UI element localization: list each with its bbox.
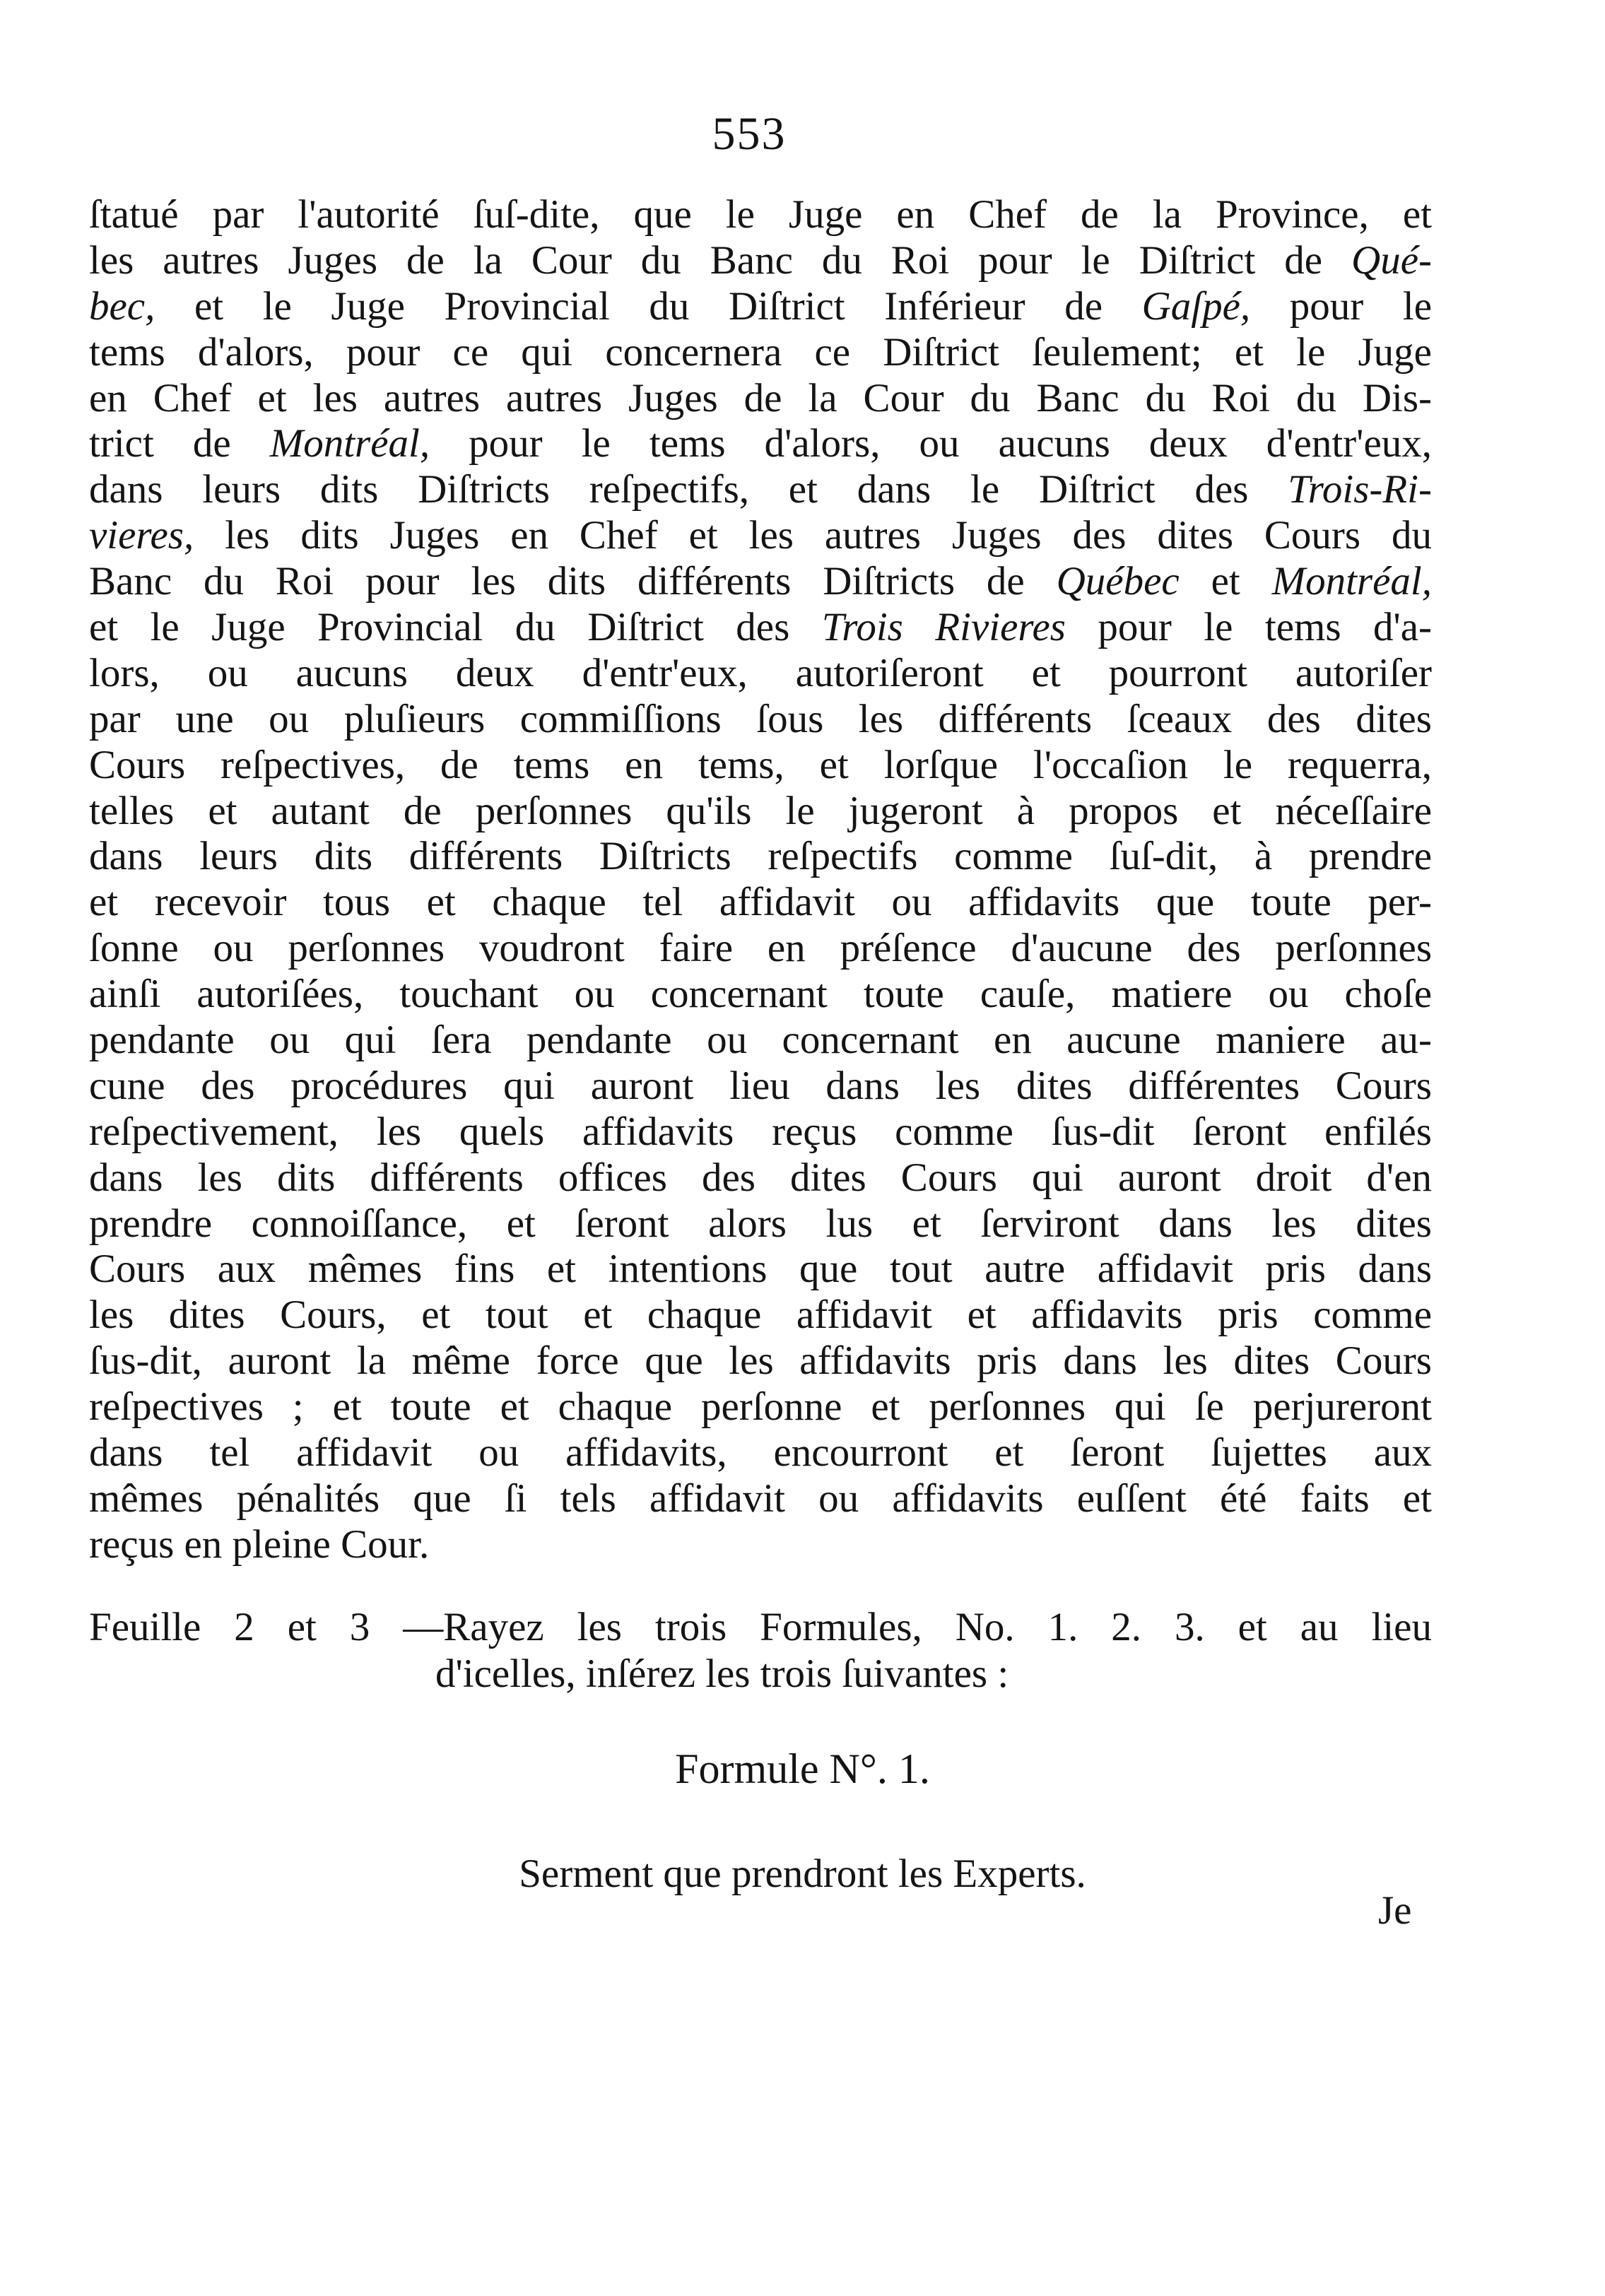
text-line: [89, 651, 1432, 697]
amendment-note-line-2: d'icelles, inſérez les trois ſuivantes :: [435, 1652, 1009, 1696]
text-run: en Chef et les autres autres Juges de la Cour du Banc du Roi du Dis-: [89, 375, 1432, 420]
text-line: [89, 743, 1432, 789]
catchword: Je: [1378, 1888, 1412, 1933]
text-line: [89, 1384, 1432, 1430]
text-run: et le Juge Provincial du Diſtrict des: [89, 605, 822, 650]
text-line: [89, 926, 1432, 972]
text-run: mêmes pénalités que ſi tels affidavit ou affidavits euſſent été faits et: [89, 1476, 1432, 1521]
text-run: et: [1179, 559, 1272, 604]
text-run: dans leurs dits Diſtricts reſpectifs, et dans le Diſtrict des: [89, 467, 1288, 512]
text-run: les dits Juges en Chef et les autres Juges des dites Cours du: [194, 513, 1432, 558]
form-title: Formule N°. 1.: [675, 1745, 930, 1792]
text-run: et le Juge Provincial du Diſtrict Inférieur de: [155, 283, 1142, 329]
text-run: par une ou pluſieurs commiſſions ſous les différents ſceaux des dites: [89, 696, 1432, 741]
text-line: [89, 1522, 1432, 1568]
body-paragraph: [89, 192, 1432, 1568]
text-line: [89, 789, 1432, 835]
text-line: [89, 972, 1432, 1018]
text-line: [89, 605, 1432, 651]
text-run: reçus en pleine Cour.: [89, 1521, 430, 1567]
text-line: [89, 1293, 1432, 1338]
text-line: [89, 880, 1432, 926]
text-run: ſtatué par l'autorité ſuſ-dite, que le Juge en Chef de la Province, et: [89, 192, 1432, 237]
text-run: Cours aux mêmes fins et intentions que tout autre affidavit pris dans: [89, 1247, 1432, 1292]
italic-text: bec,: [89, 283, 155, 329]
text-line: [89, 330, 1432, 376]
italic-text: Montréal,: [269, 421, 430, 466]
text-line: [89, 1155, 1432, 1201]
text-line: [89, 834, 1432, 880]
text-line: [89, 1064, 1432, 1109]
text-line: [89, 513, 1432, 559]
text-run: ſonne ou perſonnes voudront faire en préſence d'aucune des perſonnes: [89, 926, 1432, 971]
text-line: [89, 1201, 1432, 1247]
text-line: [89, 421, 1432, 467]
text-run: les autres Juges de la Cour du Banc du Roi pour le Diſtrict de: [89, 237, 1352, 283]
form-subtitle: Serment que prendront les Experts.: [519, 1851, 1086, 1896]
text-run: trict de: [89, 421, 270, 466]
amendment-note: [89, 1604, 1432, 1697]
text-run: dans leurs dits différents Diſtricts reſpectifs comme ſuſ-dit, à prendre: [89, 834, 1432, 879]
text-line: [89, 376, 1432, 422]
text-run: ainſi autoriſées, touchant ou concernant toute cauſe, matiere ou choſe: [89, 972, 1432, 1017]
italic-text: vieres,: [89, 513, 194, 558]
amendment-note-line-1: Feuille 2 et 3 —Rayez les trois Formules, No. 1. 2. 3. et au lieu: [89, 1605, 1432, 1649]
text-run: pour le tems d'a-: [1065, 605, 1433, 650]
text-run: pour le: [1250, 283, 1432, 329]
text-run: prendre connoiſſance, et ſeront alors lus et ſerviront dans les dites: [89, 1201, 1432, 1246]
text-run: dans tel affidavit ou affidavits, encourront et ſeront ſujettes aux: [89, 1430, 1432, 1476]
text-line: [89, 559, 1432, 605]
italic-text: Trois Rivieres: [821, 605, 1066, 650]
text-run: tems d'alors, pour ce qui concernera ce Diſtrict ſeulement; et le Juge: [89, 329, 1432, 375]
text-run: pendante ou qui ſera pendante ou concernant en aucune maniere au-: [89, 1018, 1432, 1063]
text-line: [89, 284, 1432, 330]
italic-text: Gaſpé,: [1141, 283, 1251, 329]
text-run: Cours reſpectives, de tems en tems, et lorſque l'occaſion le requerra,: [89, 742, 1432, 787]
text-run: les dites Cours, et tout et chaque affidavit et affidavits pris comme: [89, 1293, 1432, 1338]
text-run: reſpectives ; et toute et chaque perſonne et perſonnes qui ſe perjureront: [89, 1384, 1432, 1430]
text-run: dans les dits différents offices des dites Cours qui auront droit d'en: [89, 1155, 1432, 1200]
text-run: telles et autant de perſonnes qu'ils le jugeront à propos et néceſſaire: [89, 788, 1432, 833]
text-run: pour le tems d'alors, ou aucuns deux d'entr'eux,: [430, 421, 1432, 466]
italic-text: Qué-: [1351, 237, 1432, 283]
text-run: lors, ou aucuns deux d'entr'eux, autoriſeront et pourront autoriſer: [89, 650, 1432, 695]
text-run: Banc du Roi pour les dits différents Diſtricts de: [89, 559, 1057, 604]
text-line: [89, 1247, 1432, 1293]
text-line: [89, 1018, 1432, 1064]
text-line: [89, 1476, 1432, 1522]
text-line: [89, 192, 1432, 238]
text-line: [89, 238, 1432, 284]
text-run: reſpectivement, les quels affidavits reçus comme ſus-dit ſeront enfilés: [89, 1109, 1432, 1154]
italic-text: Trois-Ri-: [1288, 467, 1432, 512]
text-line: [89, 1109, 1432, 1155]
text-run: ſus-dit, auront la même force que les affidavits pris dans les dites Cours: [89, 1338, 1432, 1384]
italic-text: Québec: [1056, 559, 1180, 604]
text-line: [89, 1430, 1432, 1476]
italic-text: Montréal,: [1271, 559, 1432, 604]
page-number: 553: [712, 108, 787, 160]
text-line: [89, 467, 1432, 513]
text-line: [89, 1338, 1432, 1384]
text-run: et recevoir tous et chaque tel affidavit ou affidavits que toute per-: [89, 880, 1432, 925]
text-line: [89, 697, 1432, 743]
text-run: cune des procédures qui auront lieu dans les dites différentes Cours: [89, 1063, 1432, 1108]
